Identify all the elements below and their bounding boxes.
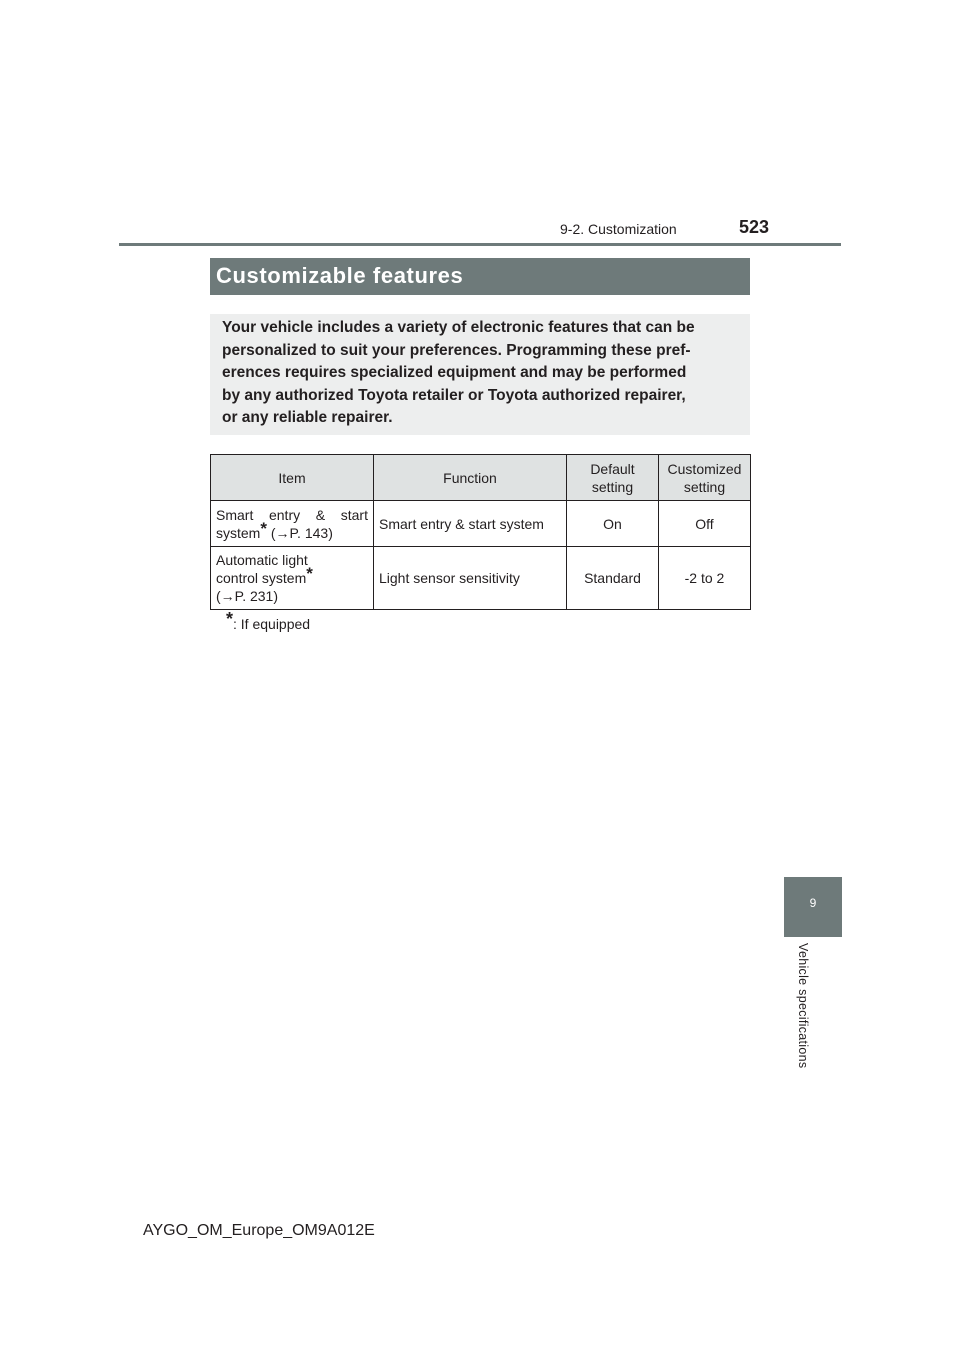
intro-line: personalized to suit your preferences. Programming these pref- <box>222 341 691 359</box>
item-cell: Smart entry & start system* (→P. 143) <box>211 501 374 547</box>
table-row <box>211 501 751 547</box>
chapter-number: 9 <box>809 896 817 910</box>
table-row <box>211 547 751 610</box>
header-divider <box>119 243 841 246</box>
header-default-setting: Default setting <box>567 455 659 501</box>
function-cell: Light sensor sensitivity <box>374 547 567 610</box>
default-cell: On <box>567 501 659 547</box>
intro-text <box>222 317 738 430</box>
intro-box <box>210 314 750 435</box>
header-customized-setting: Customized setting <box>659 455 751 501</box>
if-equipped-marker: * <box>260 518 267 538</box>
footnote-marker: * <box>226 609 234 629</box>
table-header-row <box>211 455 751 501</box>
intro-line: or any reliable repairer. <box>222 409 393 426</box>
chapter-tab <box>784 877 842 937</box>
customization-table <box>210 454 751 610</box>
header-item: Item <box>211 455 374 501</box>
intro-line: Your vehicle includes a variety of electronic features that can be <box>222 319 695 336</box>
section-title: Customizable features <box>216 263 464 288</box>
function-cell: Smart entry & start system <box>374 501 567 547</box>
footnote <box>226 609 311 632</box>
chapter-title: Vehicle specifications <box>796 943 810 1069</box>
section-title-bar <box>210 258 750 295</box>
section-label: 9-2. Customization <box>560 221 677 237</box>
page-reference: (→P. 143) <box>270 524 333 541</box>
default-cell: Standard <box>567 547 659 610</box>
page-number: 523 <box>739 217 770 237</box>
page-reference: (→P. 231) <box>216 588 278 604</box>
if-equipped-marker: * <box>306 564 313 583</box>
intro-line: by any authorized Toyota retailer or Toyota authorized repairer, <box>222 386 686 404</box>
customized-cell: -2 to 2 <box>659 547 751 610</box>
customized-cell: Off <box>659 501 751 547</box>
item-cell: Automatic light control system* (→P. 231) <box>211 547 374 610</box>
footnote-text: : If equipped <box>233 616 311 632</box>
header-function: Function <box>374 455 567 501</box>
document-code: AYGO_OM_Europe_OM9A012E <box>143 1222 375 1239</box>
intro-line: erences requires specialized equipment and may be performed <box>222 364 687 381</box>
